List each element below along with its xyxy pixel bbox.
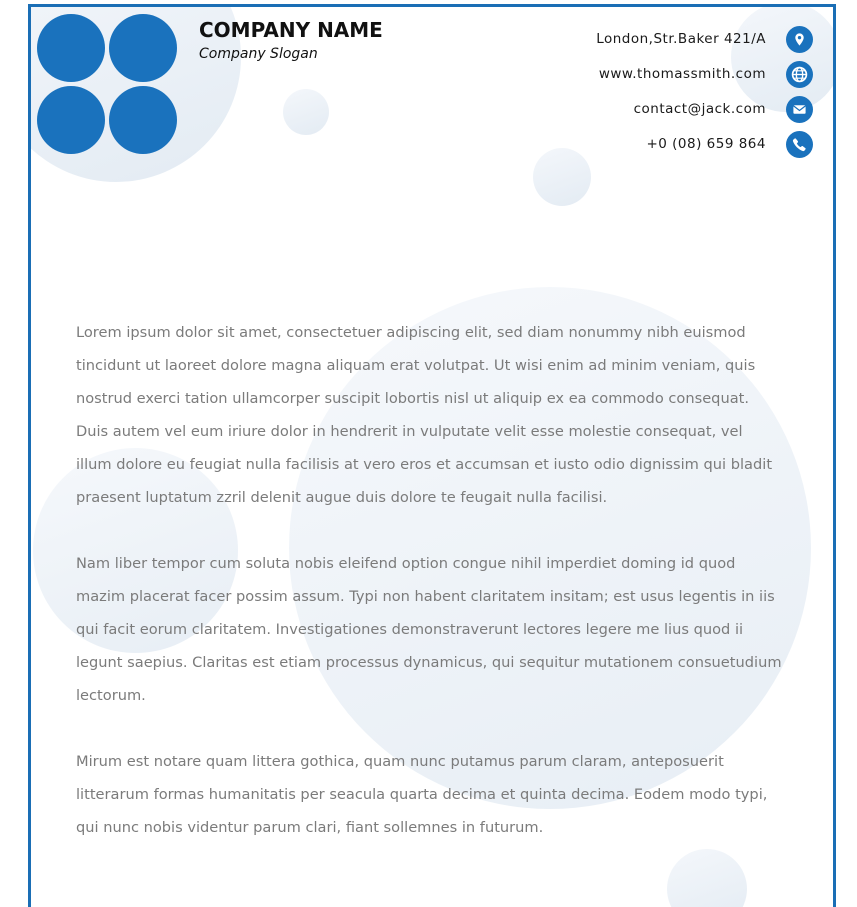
logo-circle [109,14,177,82]
company-name: COMPANY NAME [199,18,383,42]
contact-info [596,25,813,165]
letter-body [76,316,782,877]
logo-circle [109,86,177,154]
location-pin-icon [786,26,813,53]
globe-icon [786,61,813,88]
decorative-bubble [533,148,591,206]
contact-address [596,25,813,53]
phone-icon [786,131,813,158]
contact-website [596,60,813,88]
address-text: London,Str.Baker 421/A [596,31,766,47]
decorative-bubble [283,89,329,135]
letterhead-page [28,4,836,907]
body-paragraph: Nam liber tempor cum soluta nobis eleifend option congue nihil imperdiet doming id quod mazim placerat facer possim assum. Typi non habent claritatem insitam; est usus legentis in iis qui facit eorum claritatem. Investigationes demonstraverunt lectores legere me lius quod ii legunt saepius. Claritas est etiam processus dynamicus, qui sequitur mutationem consuetudium lectorum. [76,555,782,704]
body-paragraph: Mirum est notare quam littera gothica, quam nunc putamus parum claram, anteposuerit litterarum formas humanitatis per seacula quarta decima et quinta decima. Eodem modo typi, qui nunc nobis videntur parum clari, fiant sollemnes in futurum. [76,753,768,836]
contact-email [596,95,813,123]
email-text[interactable]: contact@jack.com [633,101,766,117]
company-logo [37,14,179,156]
email-icon [786,96,813,123]
body-paragraph: Lorem ipsum dolor sit amet, consectetuer adipiscing elit, sed diam nonummy nibh euismod tincidunt ut laoreet dolore magna aliquam erat volutpat. Ut wisi enim ad minim veniam, quis nostrud exerci tation ullamcorper suscipit lobortis nisl ut aliquip ex ea commodo consequat. Duis autem vel eum iriure dolor in hendrerit in vulputate velit esse molestie consequat, vel illum dolore eu feugiat nulla facilisis at vero eros et accumsan et iusto odio dignissim qui bladit praesent luptatum zzril delenit augue duis dolore te feugait nulla facilisi. [76,324,773,506]
company-slogan: Company Slogan [199,46,318,62]
contact-phone [596,130,813,158]
website-text[interactable]: www.thomassmith.com [598,66,766,82]
phone-text[interactable]: +0 (08) 659 864 [646,136,766,152]
logo-circle [37,86,105,154]
logo-circle [37,14,105,82]
